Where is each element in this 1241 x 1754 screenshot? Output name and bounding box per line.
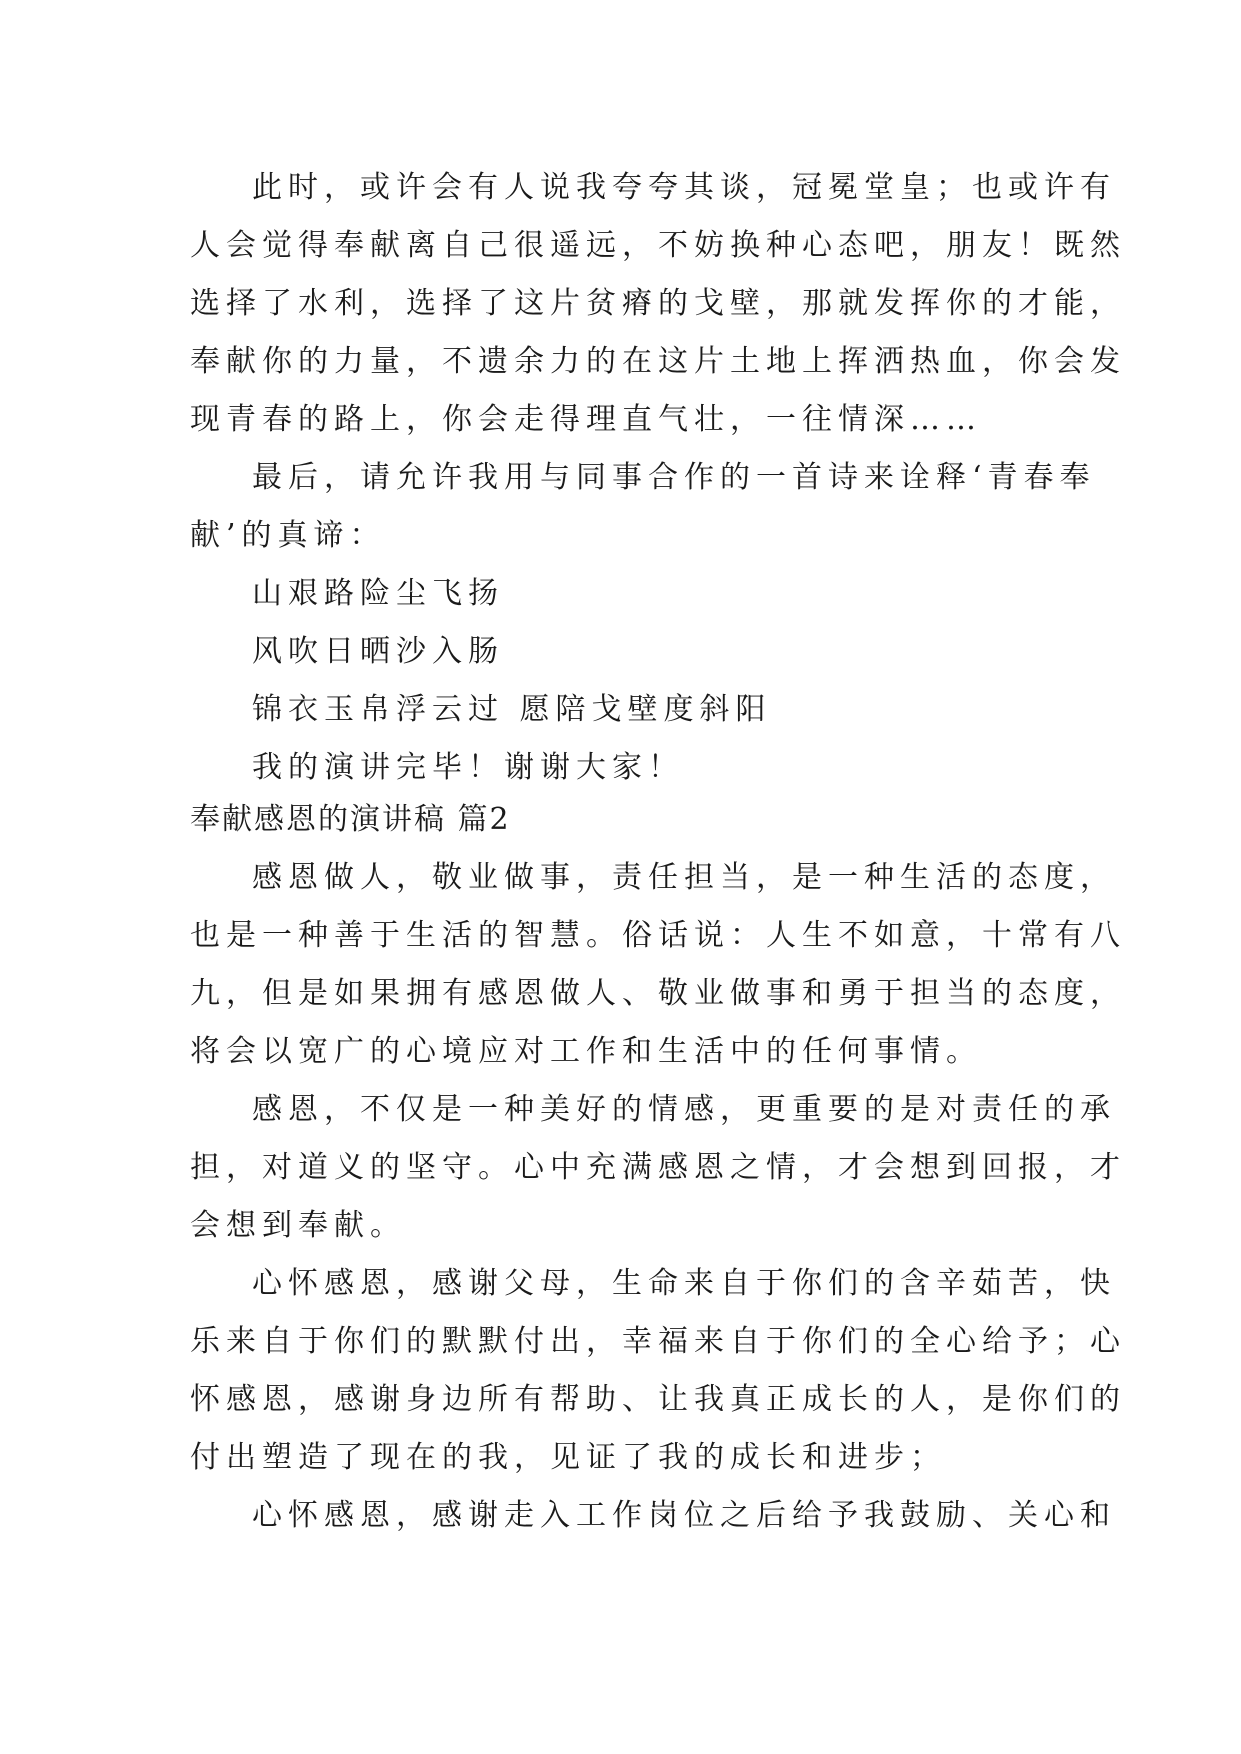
paragraph-line: 此时，或许会有人说我夸夸其谈，冠冕堂皇；也或许有 — [252, 170, 1116, 205]
paragraph-line: 也是一种善于生活的智慧。俗话说：人生不如意，十常有八 — [190, 918, 1126, 953]
paragraph-line: 现青春的路上，你会走得理直气壮，一往情深…… — [190, 402, 982, 437]
paragraph-line: 九，但是如果拥有感恩做人、敬业做事和勇于担当的态度， — [190, 976, 1126, 1011]
section-heading: 奉献感恩的演讲稿 篇2 — [190, 802, 511, 837]
poem-line: 锦衣玉帛浮云过 愿陪戈壁度斜阳 — [252, 692, 772, 727]
paragraph-line: 将会以宽广的心境应对工作和生活中的任何事情。 — [190, 1034, 982, 1069]
paragraph-line: 感恩，不仅是一种美好的情感，更重要的是对责任的承 — [252, 1092, 1116, 1127]
paragraph-line: 心怀感恩，感谢父母，生命来自于你们的含辛茹苦，快 — [252, 1266, 1116, 1301]
paragraph-line: 最后，请允许我用与同事合作的一首诗来诠释‘青春奉 — [252, 460, 1096, 495]
paragraph-line: 我的演讲完毕！谢谢大家！ — [252, 750, 684, 785]
paragraph-line: 怀感恩，感谢身边所有帮助、让我真正成长的人，是你们的 — [190, 1382, 1126, 1417]
paragraph-line: 付出塑造了现在的我，见证了我的成长和进步； — [190, 1440, 946, 1475]
paragraph-line: 人会觉得奉献离自己很遥远，不妨换种心态吧，朋友！既然 — [190, 228, 1126, 263]
paragraph-line: 献’的真谛： — [190, 518, 386, 553]
paragraph-line: 心怀感恩，感谢走入工作岗位之后给予我鼓励、关心和 — [252, 1498, 1116, 1533]
paragraph-line: 奉献你的力量，不遗余力的在这片土地上挥洒热血，你会发 — [190, 344, 1126, 379]
poem-line: 山艰路险尘飞扬 — [252, 576, 504, 611]
poem-line: 风吹日晒沙入肠 — [252, 634, 504, 669]
paragraph-line: 选择了水利，选择了这片贫瘠的戈壁，那就发挥你的才能， — [190, 286, 1126, 321]
paragraph-line: 担，对道义的坚守。心中充满感恩之情，才会想到回报，才 — [190, 1150, 1126, 1185]
paragraph-line: 乐来自于你们的默默付出，幸福来自于你们的全心给予；心 — [190, 1324, 1126, 1359]
paragraph-line: 感恩做人，敬业做事，责任担当，是一种生活的态度， — [252, 860, 1116, 895]
paragraph-line: 会想到奉献。 — [190, 1208, 406, 1243]
